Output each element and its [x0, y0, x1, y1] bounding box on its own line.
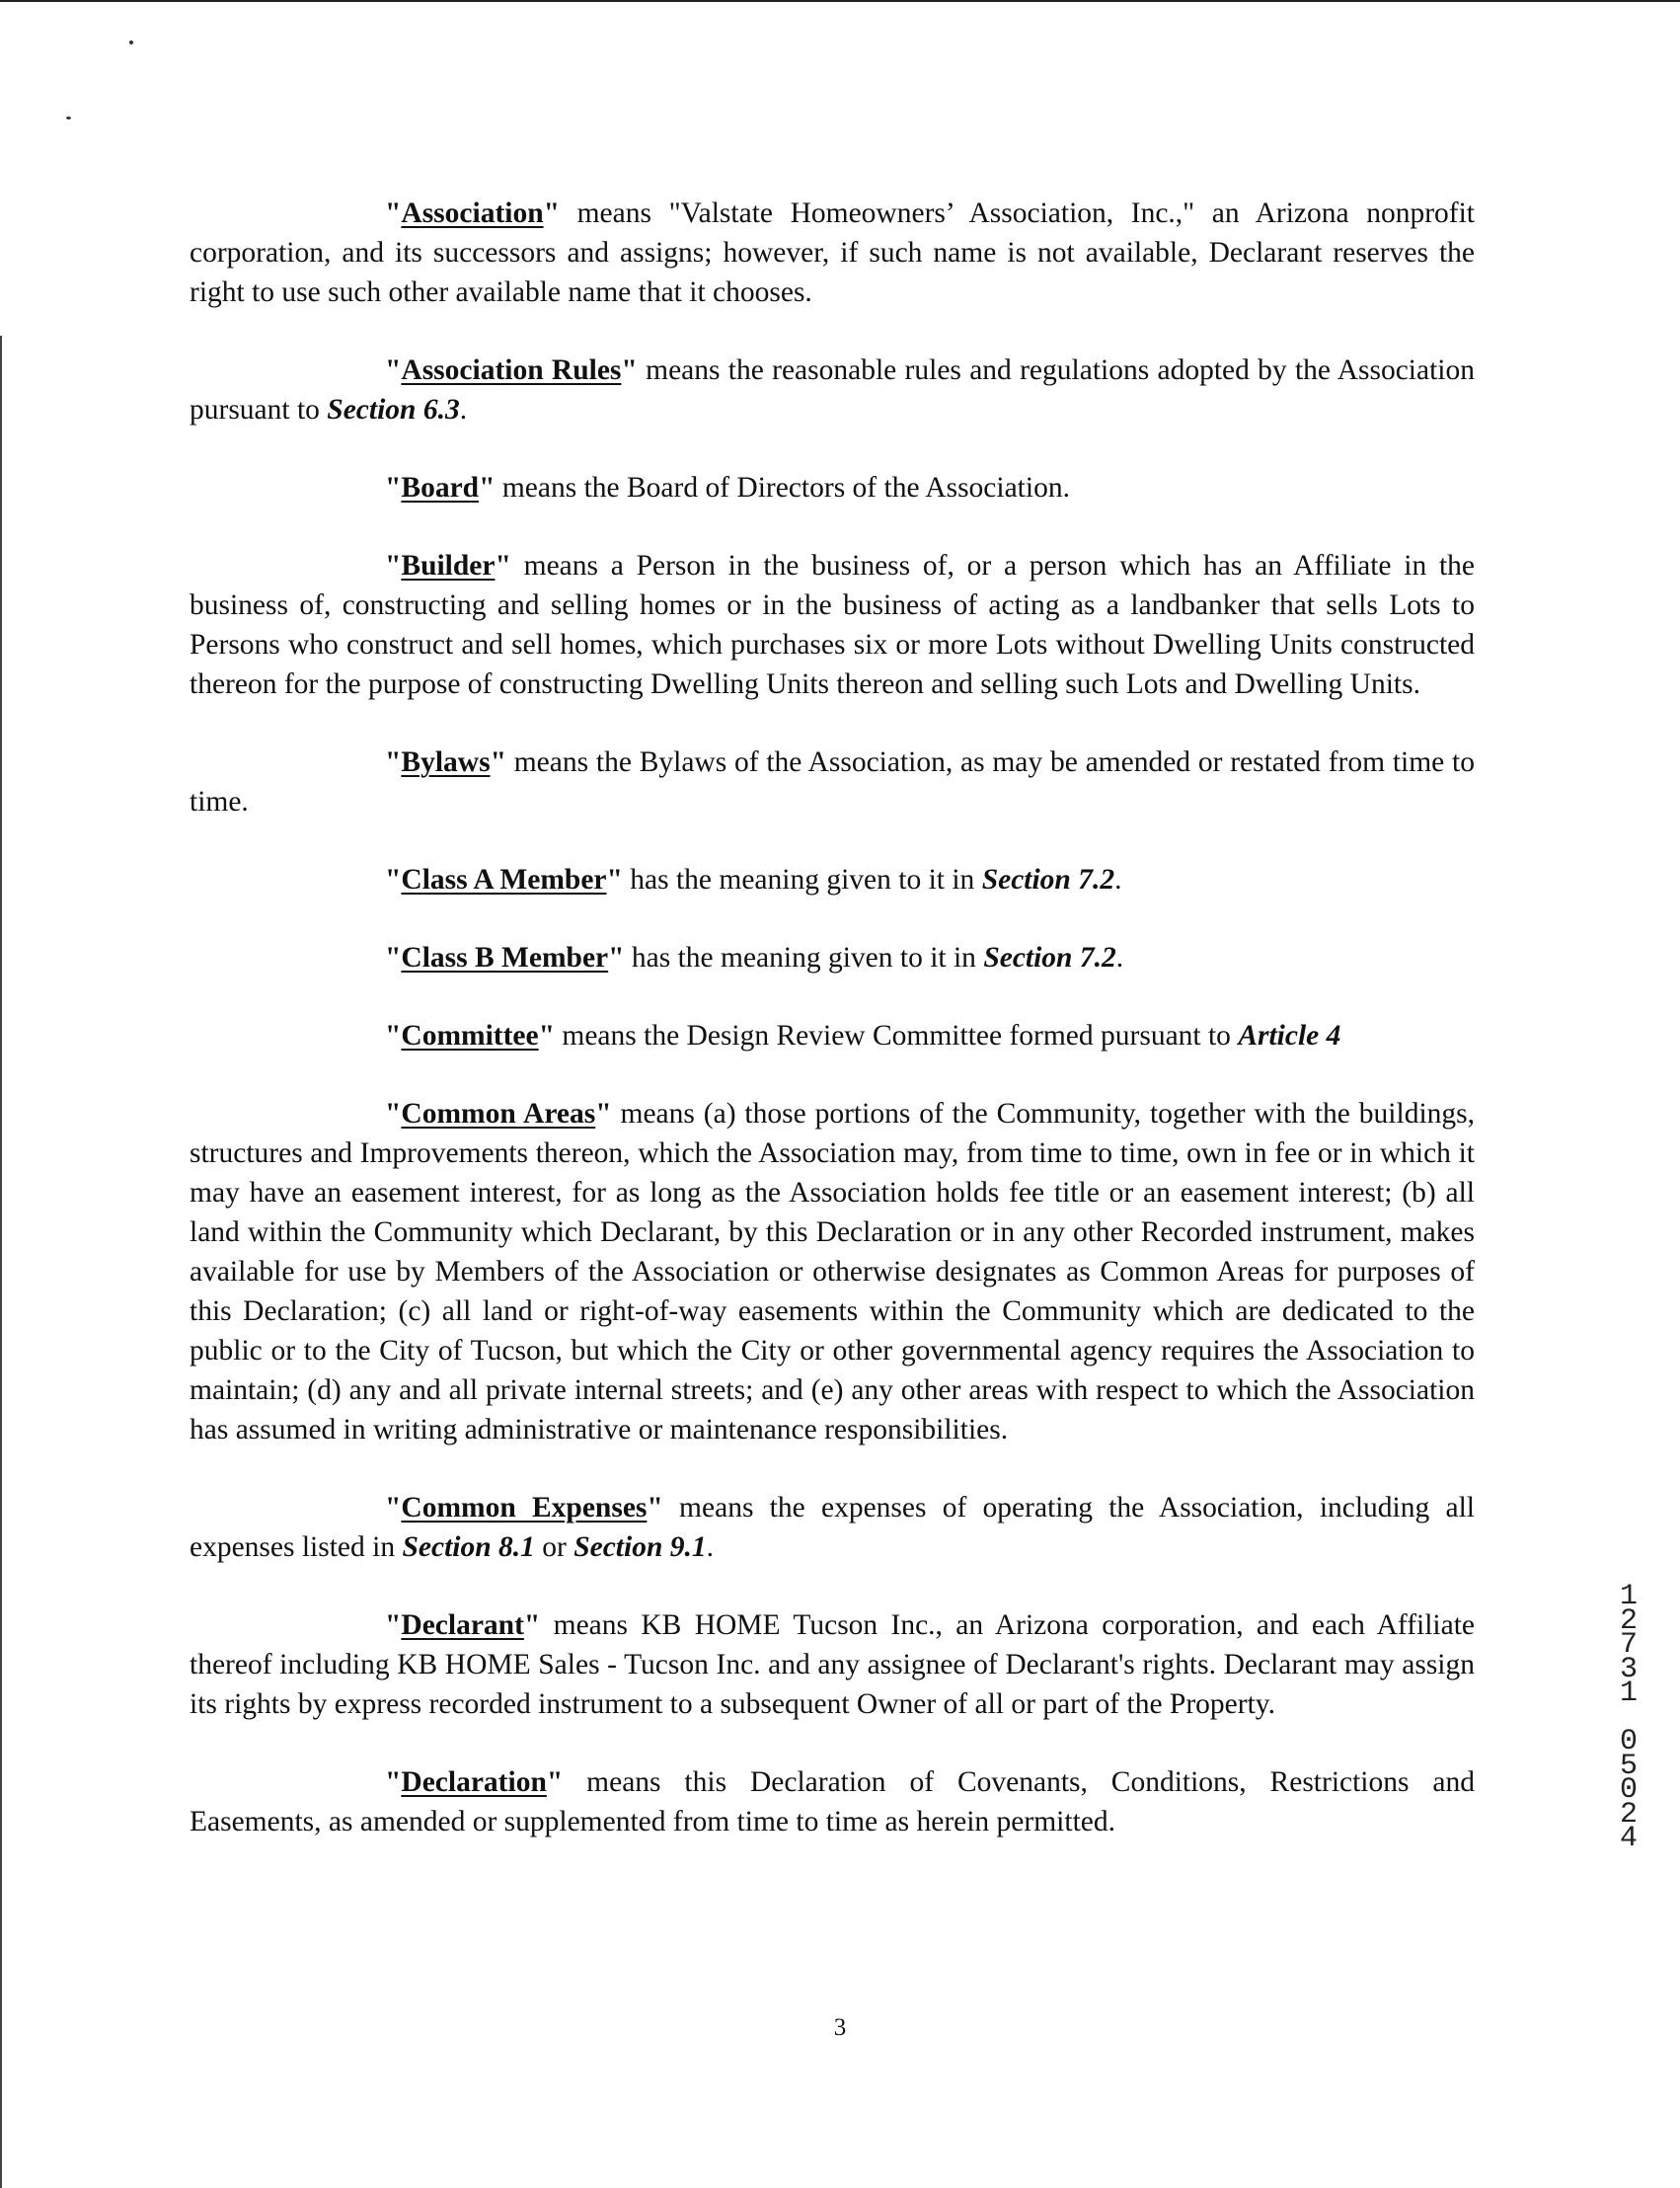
defined-term: "Common Expenses" — [385, 1492, 663, 1524]
definition-text: has the meaning given to it in — [622, 864, 982, 896]
page-left-edge — [0, 336, 2, 2188]
defined-term-word: Association — [401, 197, 544, 229]
definition-paragraph — [190, 1488, 1475, 1567]
definition-text: means the reasonable rules and regulations adopted by the Association pursuant to — [190, 354, 1475, 426]
section-reference: Article 4 — [1238, 1020, 1341, 1052]
defined-term: "Association Rules" — [385, 354, 638, 386]
defined-term: "Committee" — [385, 1020, 556, 1052]
defined-term-word: Common Areas — [401, 1098, 596, 1130]
definition-text: . — [459, 394, 468, 426]
definition-text: means "Valstate Homeowners’ Association, Inc.," an Arizona nonprofit corporation, and its successors and assigns; however, if such name is not available, Declarant reserves the right to use such other available name that it chooses. — [190, 197, 1475, 308]
section-reference: Section 7.2 — [983, 942, 1116, 974]
defined-term: "Declarant" — [385, 1609, 541, 1641]
definition-text: means the Bylaws of the Association, as may be amended or restated from time to time. — [190, 746, 1475, 818]
definition-paragraph — [190, 1605, 1475, 1724]
defined-term: "Bylaws" — [385, 746, 506, 778]
definition-text: means KB HOME Tucson Inc., an Arizona corporation, and each Affiliate thereof including KB HOME Sales - Tucson Inc. and any assignee of Declarant's rights. Declarant may assign its rights by express recorded instrument to a subsequent Owner of all or part of the Property. — [190, 1609, 1475, 1720]
defined-term-word: Builder — [401, 550, 496, 582]
definition-paragraph — [190, 742, 1475, 821]
defined-term-word: Declaration — [401, 1766, 547, 1798]
defined-term-word: Common Expenses — [401, 1492, 648, 1524]
definition-paragraph — [190, 351, 1475, 430]
definition-paragraph — [190, 1762, 1475, 1841]
definition-text: . — [1114, 864, 1122, 896]
defined-term: "Association" — [385, 197, 561, 229]
defined-term: "Common Areas" — [385, 1098, 612, 1130]
definition-text: means (a) those portions of the Community, together with the buildings, structures and Improvements thereon, which the Association may, from time to time, own in fee or in which it may have an easement interest, for as long as the Association holds fee title or an easement interest; (b) all land within the Community which Declarant, by this Declaration or in any other Recorded instrument, makes available for use by Members of the Association or otherwise designates as Common Areas for purposes of this Declaration; (c) all land or right-of-way easements within the Community which are dedicated to the public or to the City of Tucson, but which the City or other governmental agency requires the Association to maintain; (d) any and all private internal streets; and (e) any other areas with respect to which the Association has assumed in writing administrative or maintenance responsibilities. — [190, 1098, 1475, 1446]
defined-term: "Builder" — [385, 550, 511, 582]
section-reference: Section 6.3 — [327, 394, 460, 426]
defined-term-word: Bylaws — [401, 746, 491, 778]
definition-text: means the expenses of operating the Association, including all expenses listed in — [190, 1492, 1475, 1563]
defined-term-word: Board — [401, 472, 480, 504]
definition-paragraph — [190, 1094, 1475, 1449]
definition-paragraph — [190, 860, 1475, 899]
definition-text: means this Declaration of Covenants, Conditions, Restrictions and Easements, as amended or supplemented from time to time as herein permitted. — [190, 1766, 1475, 1837]
section-reference: Section 8.1 — [402, 1531, 535, 1563]
defined-term-word: Committee — [401, 1020, 539, 1052]
definition-paragraph — [190, 194, 1475, 312]
recording-number: 1 2 7 3 1 0 5 0 2 4 — [1619, 1580, 1638, 1855]
page-top-edge — [0, 0, 1680, 2]
definition-paragraph — [190, 546, 1475, 704]
definition-text: means the Board of Directors of the Association. — [495, 472, 1070, 504]
definition-paragraph — [190, 938, 1475, 977]
defined-term-word: Class A Member — [401, 864, 607, 896]
definition-text: or — [534, 1531, 574, 1563]
definition-text: means the Design Review Committee formed pursuant to — [555, 1020, 1239, 1052]
defined-term-word: Association Rules — [401, 354, 622, 386]
defined-term: "Class A Member" — [385, 864, 623, 896]
scan-speck — [129, 40, 133, 44]
page-number: 3 — [833, 2014, 847, 2041]
defined-term-word: Class B Member — [401, 942, 609, 974]
section-reference: Section 7.2 — [981, 864, 1115, 896]
scan-speck — [66, 117, 71, 119]
definition-paragraph — [190, 468, 1475, 508]
definition-text: means a Person in the business of, or a person which has an Affiliate in the business of, constructing and selling homes or in the business of acting as a landbanker that sells Lots to Persons who construct and sell homes, which purchases six or more Lots without Dwelling Units constructed thereon for the purpose of constructing Dwelling Units thereon and selling such Lots and Dwelling Units. — [190, 550, 1475, 700]
definition-text: . — [1115, 942, 1124, 974]
defined-term-word: Declarant — [401, 1609, 524, 1641]
defined-term: "Board" — [385, 472, 496, 504]
section-reference: Section 9.1 — [573, 1531, 707, 1563]
definition-paragraph — [190, 1016, 1475, 1055]
defined-term: "Declaration" — [385, 1766, 564, 1798]
definition-text: . — [706, 1531, 714, 1563]
definition-text: has the meaning given to it in — [624, 942, 984, 974]
definitions-body — [190, 194, 1475, 1880]
defined-term: "Class B Member" — [385, 942, 625, 974]
